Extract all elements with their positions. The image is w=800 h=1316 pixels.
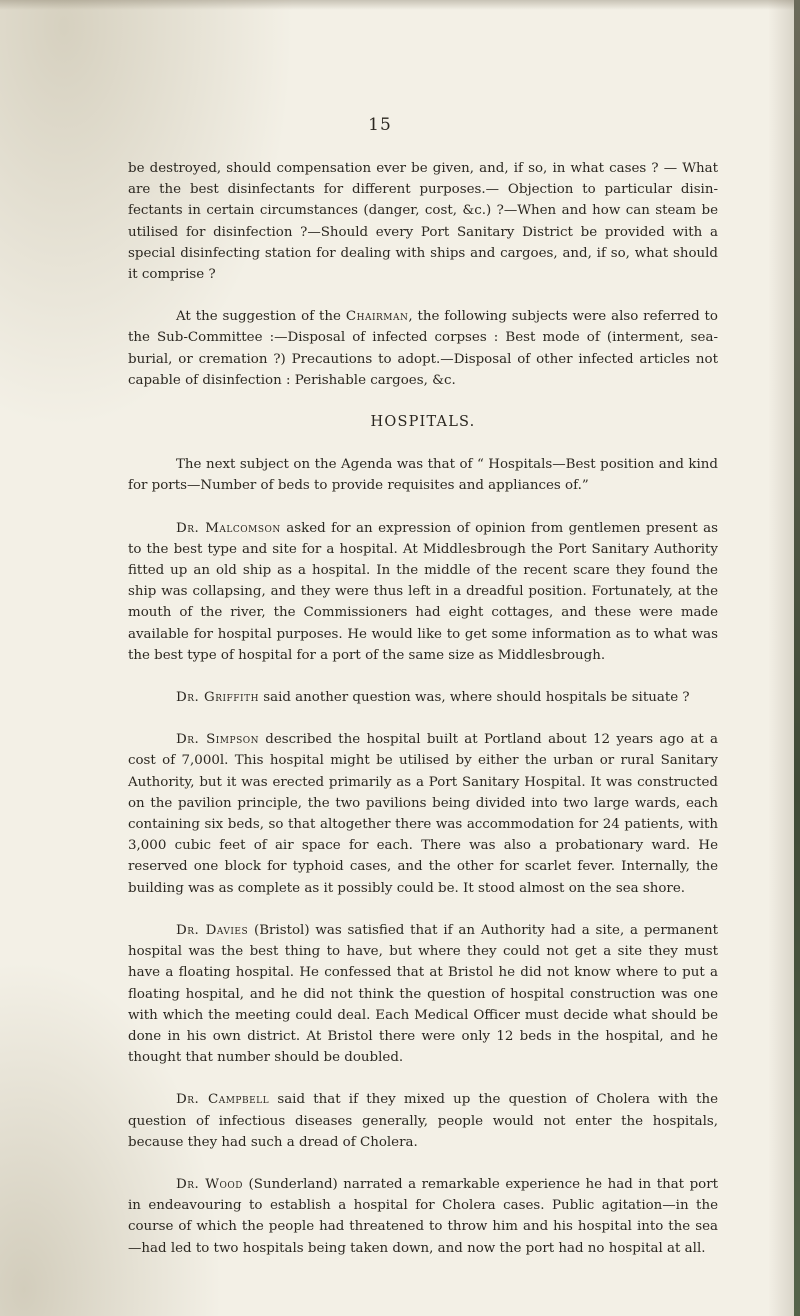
paragraph-wood [128,1174,718,1259]
paragraph-agenda-hospitals: The next subject on the Agenda was that of “ Hospitals—Best position and kind for ports—Number of beds to provide requisites and appliances of.” [128,457,718,494]
paragraph-disinfection-questions: be destroyed, should compensation ever be given, and, if so, in what cases ? — What are the best disinfectants for different purposes.— Objection to particular disin-fectants in certain circumstances (danger, cost, &c.) ?—When and how can steam be utilised for disinfection ?—Should every Port Sanitary District be provided with a special disinfecting station for dealing with ships and cargoes, and, if so, what should it comprise ? [128,161,718,283]
speaker-name: Dr. Davies [176,922,249,938]
speaker-name: Dr. Simpson [176,732,259,748]
page-right-edge [794,0,800,1316]
paragraph-text: asked for an expression of opinion from gentlemen present as to the best type and site for a hospital. At Middlesbrough the Port Sanitary Authority fitted up an old ship as a hospital. In the middle of the recent scare they found the ship was collapsing, and they were thus left in a dreadful position. Fortunately, at the mouth of the river, the Commissioners had eight cottages, and these were made available for hospital purposes. He would like to get some information as to what was the best type of hospital for a port of the same size as Middlesbrough. [128,520,718,663]
paragraph-text: (Bristol) was satisfied that if an Authority had a site, a permanent hospital was the best thing to have, but where they could not get a site they must have a floating hospital. He confessed that at Bristol he did not know where to put a floating hospital, and he did not think the question of hospital construction was one with which the meeting could deal. Each Medical Officer must decide what should be done in his own district. At Bristol there were only 12 beds in the hospital, and he thought that number should be doubled. [128,922,718,1066]
speaker-name: Chairman [345,309,409,325]
paragraph-text: (Sunderland) narrated a remarkable experience he had in that port in endeavouring to establish a hospital for Cholera cases. Public agitation—in the course of which the people had threatened to throw him and his hospital into the sea—had led to two hospitals being taken down, and now the port had no hospital at all. [128,1176,718,1256]
paragraph-text: said another question was, where should hospitals be situate ? [258,690,690,706]
speaker-name: Dr. Campbell [176,1092,270,1108]
speaker-name: Dr. Malcomson [176,520,281,536]
page-top-shadow [0,0,800,10]
body-text [128,158,718,1280]
speaker-name: Dr. Griffith [176,690,259,706]
paragraph-simpson [128,729,718,899]
paragraph-griffith [128,687,718,708]
paragraph-davies [128,920,718,1068]
section-heading-hospitals: HOSPITALS. [370,414,476,431]
paragraph-chairman-suggestion [128,306,718,391]
paragraph-malcomson [128,518,718,666]
page-number: 15 [368,115,392,135]
paragraph-campbell [128,1089,718,1153]
speaker-name: Dr. Wood [176,1176,244,1192]
paragraph-text: described the hospital built at Portland about 12 years ago at a cost of 7,000l. This hospital might be utilised by either the urban or rural Sanitary Authority, but it was erected primarily as a Port Sanitary Hospital. It was constructed on the pavilion principle, the two pavilions being divided into two large wards, each containing six beds, so that altogether there was accommodation for 24 patients, with 3,000 cubic feet of air space for each. There was also a probationary ward. He reserved one block for typhoid cases, and the other for scarlet fever. Internally, the building was as complete as it possibly could be. It stood almost on the sea shore. [128,732,718,896]
paragraph-text: At the suggestion of the [176,309,346,325]
paragraph-text: said that if they mixed up the question of Cholera with the question of infectious diseases generally, people would not enter the hospitals, because they had such a dread of Cholera. [128,1092,718,1150]
paragraph-text: , the following subjects were also referred to the Sub-Committee :—Disposal of infected corpses : Best mode of (interment, sea-burial, or cremation ?) Precautions to adopt.—Disposal of other infected articles not capable of disinfection : Perishable cargoes, &c. [128,309,718,388]
